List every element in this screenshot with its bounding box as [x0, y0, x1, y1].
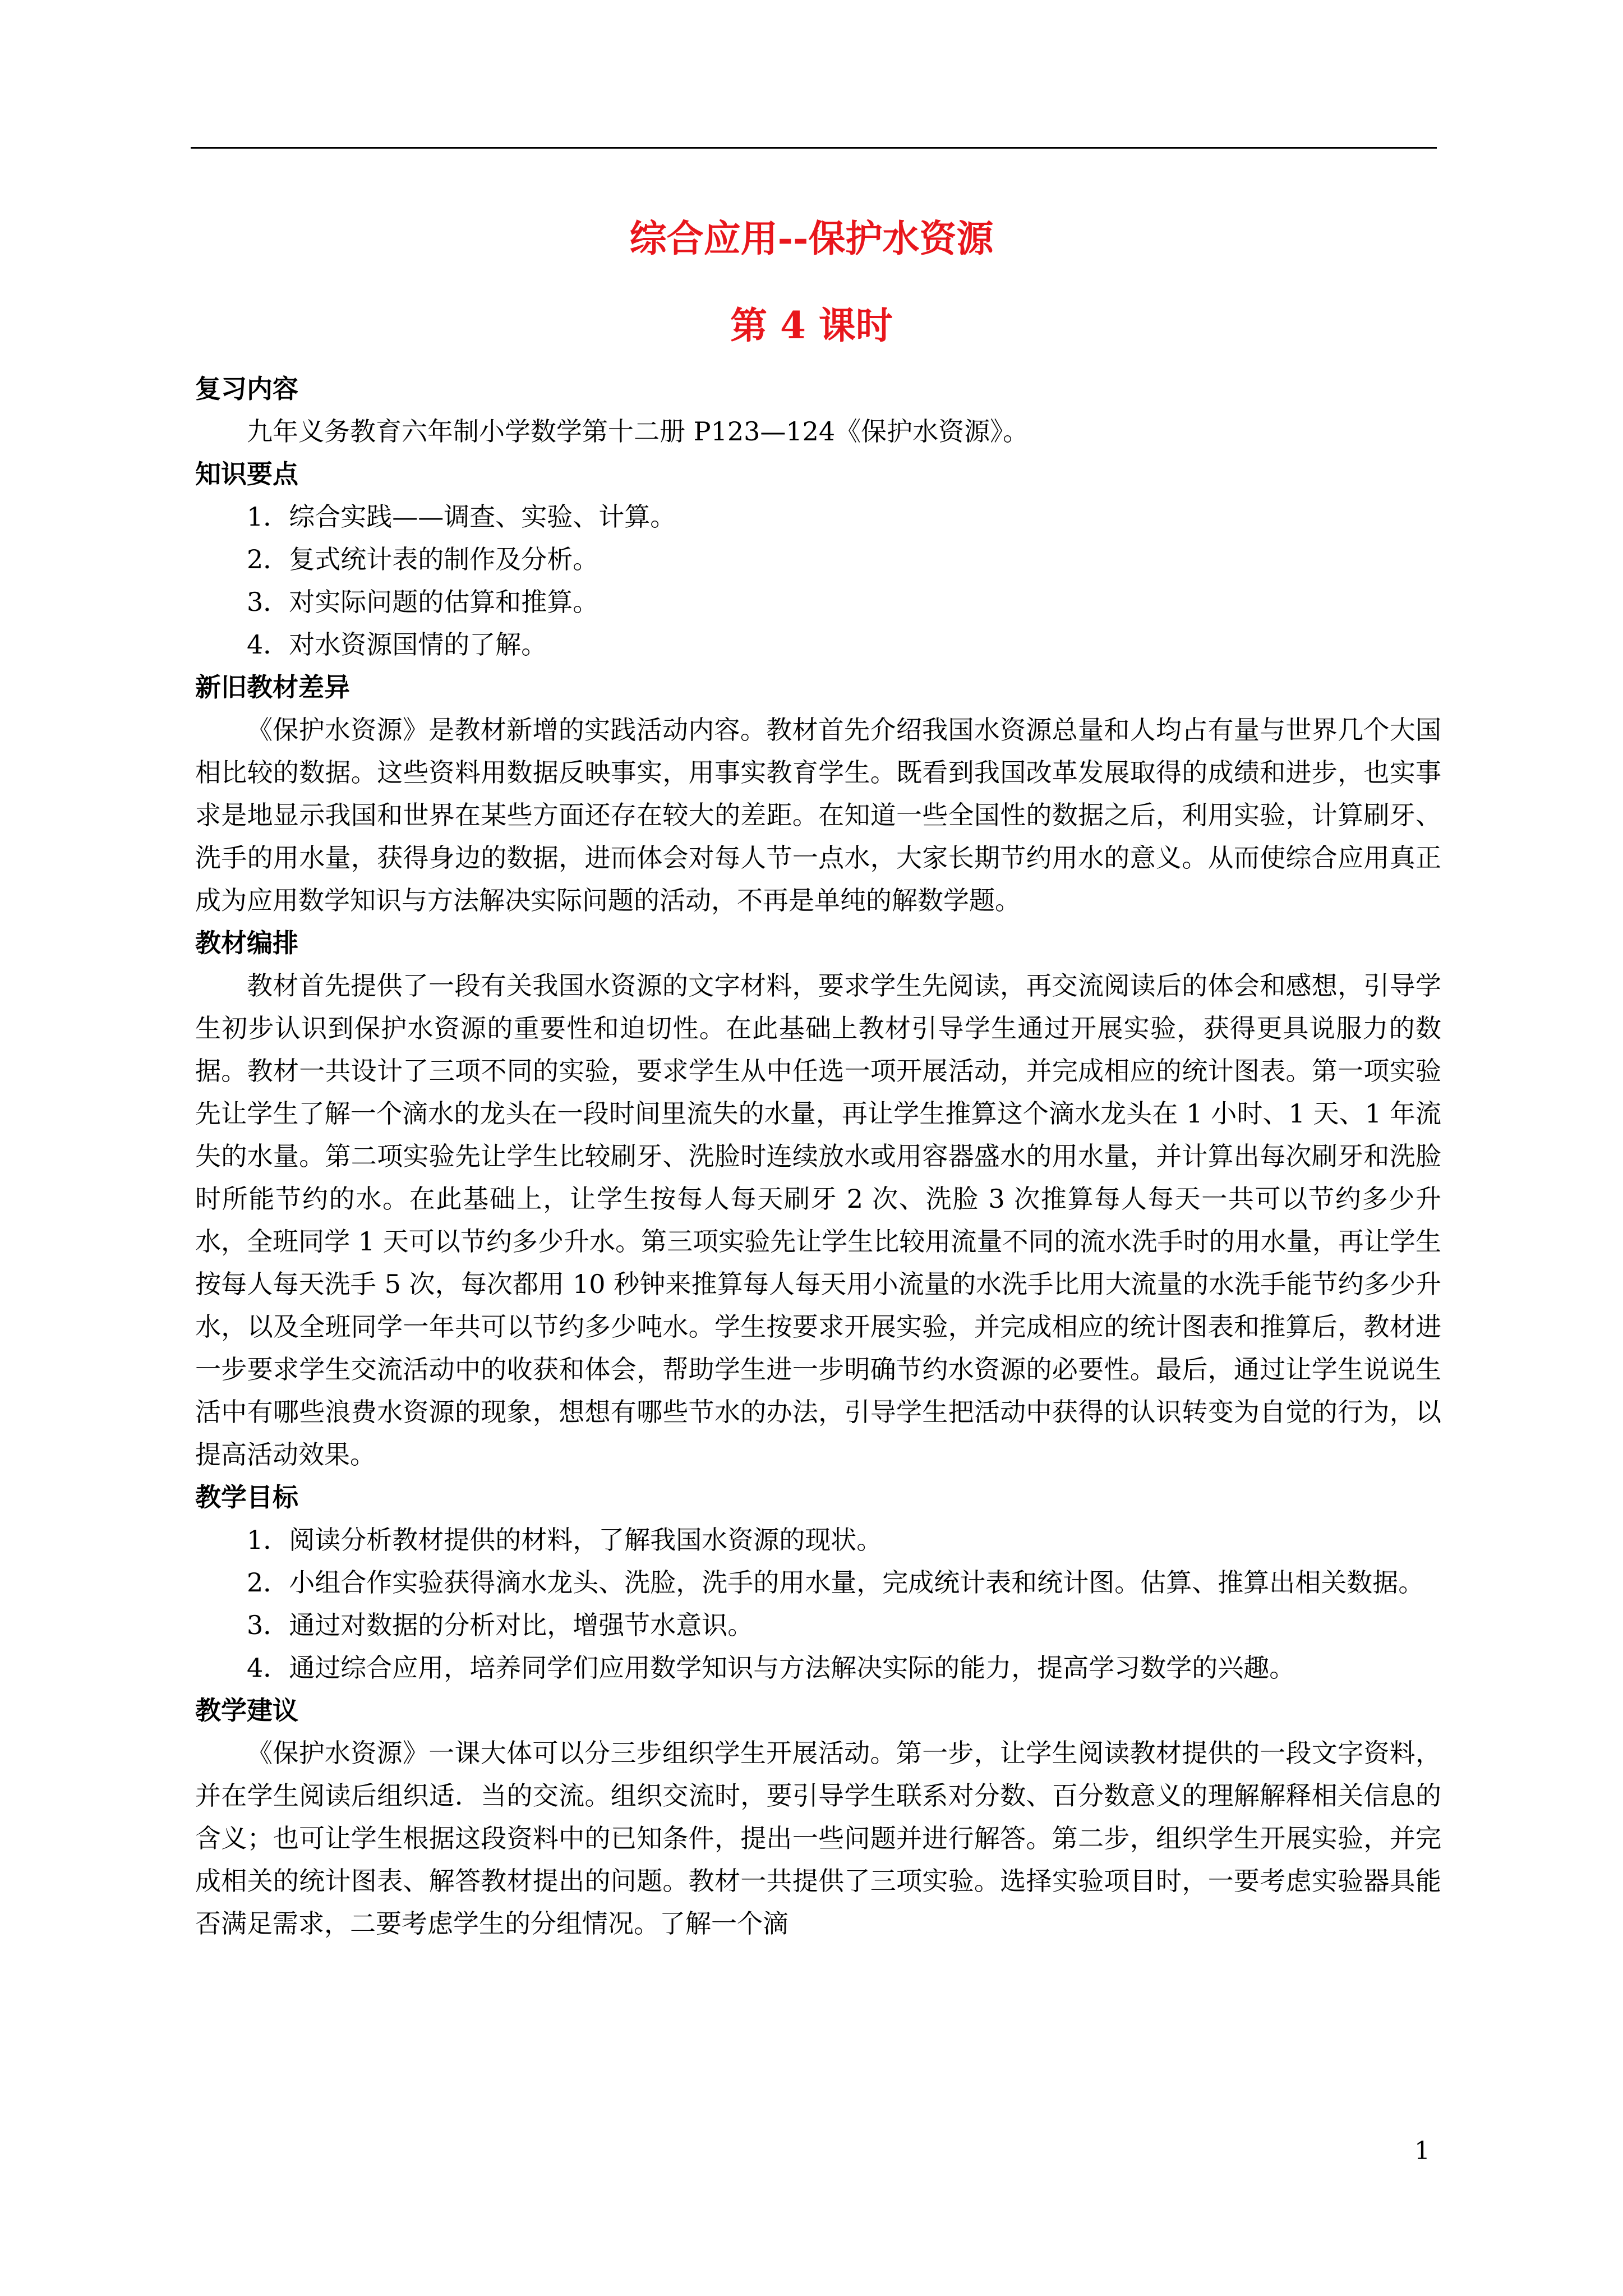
- lesson-number: 第 4 课时: [730, 303, 893, 347]
- goal-item: 2．小组合作实验获得滴水龙头、洗脸，洗手的用水量，完成统计表和统计图。估算、推算出相关数据。: [247, 1567, 1424, 1598]
- document-body: [195, 367, 1441, 1945]
- knowledge-item: 3．对实际问题的估算和推算。: [247, 587, 599, 617]
- section-heading-differences: 新旧教材差异: [195, 672, 350, 702]
- knowledge-item: 4．对水资源国情的了解。: [247, 629, 547, 660]
- section-heading-goals: 教学目标: [195, 1482, 298, 1512]
- header-rule: [191, 147, 1437, 149]
- review-text: 九年义务教育六年制小学数学第十二册 P123—124《保护水资源》。: [247, 416, 1029, 447]
- section-heading-suggestions: 教学建议: [195, 1695, 298, 1726]
- section-heading-knowledge: 知识要点: [195, 459, 298, 489]
- section-heading-arrangement: 教材编排: [195, 928, 298, 958]
- knowledge-item: 2．复式统计表的制作及分析。: [247, 544, 599, 574]
- goal-item: 1．阅读分析教材提供的材料，了解我国水资源的现状。: [247, 1525, 883, 1555]
- goal-item: 4．通过综合应用，培养同学们应用数学知识与方法解决实际的能力，提高学习数学的兴趣。: [247, 1653, 1295, 1683]
- knowledge-item: 1．综合实践——调查、实验、计算。: [247, 501, 676, 532]
- goal-item: 3．通过对数据的分析对比，增强节水意识。: [247, 1610, 754, 1640]
- arrangement-paragraph: 教材首先提供了一段有关我国水资源的文字材料，要求学生先阅读，再交流阅读后的体会和感想，引导学生初步认识到保护水资源的重要性和迫切性。在此基础上教材引导学生通过开展实验，获得更具说服力的数据。教材一共设计了三项不同的实验，要求学生从中任选一项开展活动，并完成相应的统计图表。第一项实验先让学生了解一个滴水的龙头在一段时间里流失的水量，再让学生推算这个滴水龙头在 1 小时、1 天、1 年流失的水量。第二项实验先让学生比较刷牙、洗脸时连续放水或用容器盛水的用水量，并计算出每次刷牙和洗脸时所能节约的水。在此基础上，让学生按每人每天刷牙 2 次、洗脸 3 次推算每人每天一共可以节约多少升水，全班同学 1 天可以节约多少升水。第三项实验先让学生比较用流量不同的流水洗手时的用水量，再让学生按每人每天洗手 5 次，每次都用 10 秒钟来推算每人每天用小流量的水洗手比用大流量的水洗手能节约多少升水，以及全班同学一年共可以节约多少吨水。学生按要求开展实验，并完成相应的统计图表和推算后，教材进一步要求学生交流活动中的收获和体会，帮助学生进一步明确节约水资源的必要性。最后，通过让学生说说生活中有哪些浪费水资源的现象，想想有哪些节水的办法，引导学生把活动中获得的认识转变为自觉的行为，以提高活动效果。: [195, 970, 1441, 1470]
- differences-paragraph: 《保护水资源》是教材新增的实践活动内容。教材首先介绍我国水资源总量和人均占有量与世界几个大国相比较的数据。这些资料用数据反映事实，用事实教育学生。既看到我国改革发展取得的成绩和进步，也实事求是地显示我国和世界在某些方面还存在较大的差距。在知道一些全国性的数据之后，利用实验，计算刷牙、洗手的用水量，获得身边的数据，进而体会对每人节一点水，大家长期节约用水的意义。从而使综合应用真正成为应用数学知识与方法解决实际问题的活动，不再是单纯的解数学题。: [195, 715, 1441, 915]
- section-heading-review: 复习内容: [195, 374, 298, 404]
- suggestions-paragraph: 《保护水资源》一课大体可以分三步组织学生开展活动。第一步，让学生阅读教材提供的一段文字资料，并在学生阅读后组织适．当的交流。组织交流时，要引导学生联系对分数、百分数意义的理解解释相关信息的含义；也可让学生根据这段资料中的已知条件，提出一些问题并进行解答。第二步，组织学生开展实验，并完成相关的统计图表、解答教材提出的问题。教材一共提供了三项实验。选择实验项目时，一要考虑实验器具能否满足需求，二要考虑学生的分组情况。了解一个滴: [195, 1738, 1441, 1939]
- page-number: 1: [1414, 2137, 1430, 2165]
- document-title: 综合应用--保护水资源: [629, 217, 994, 260]
